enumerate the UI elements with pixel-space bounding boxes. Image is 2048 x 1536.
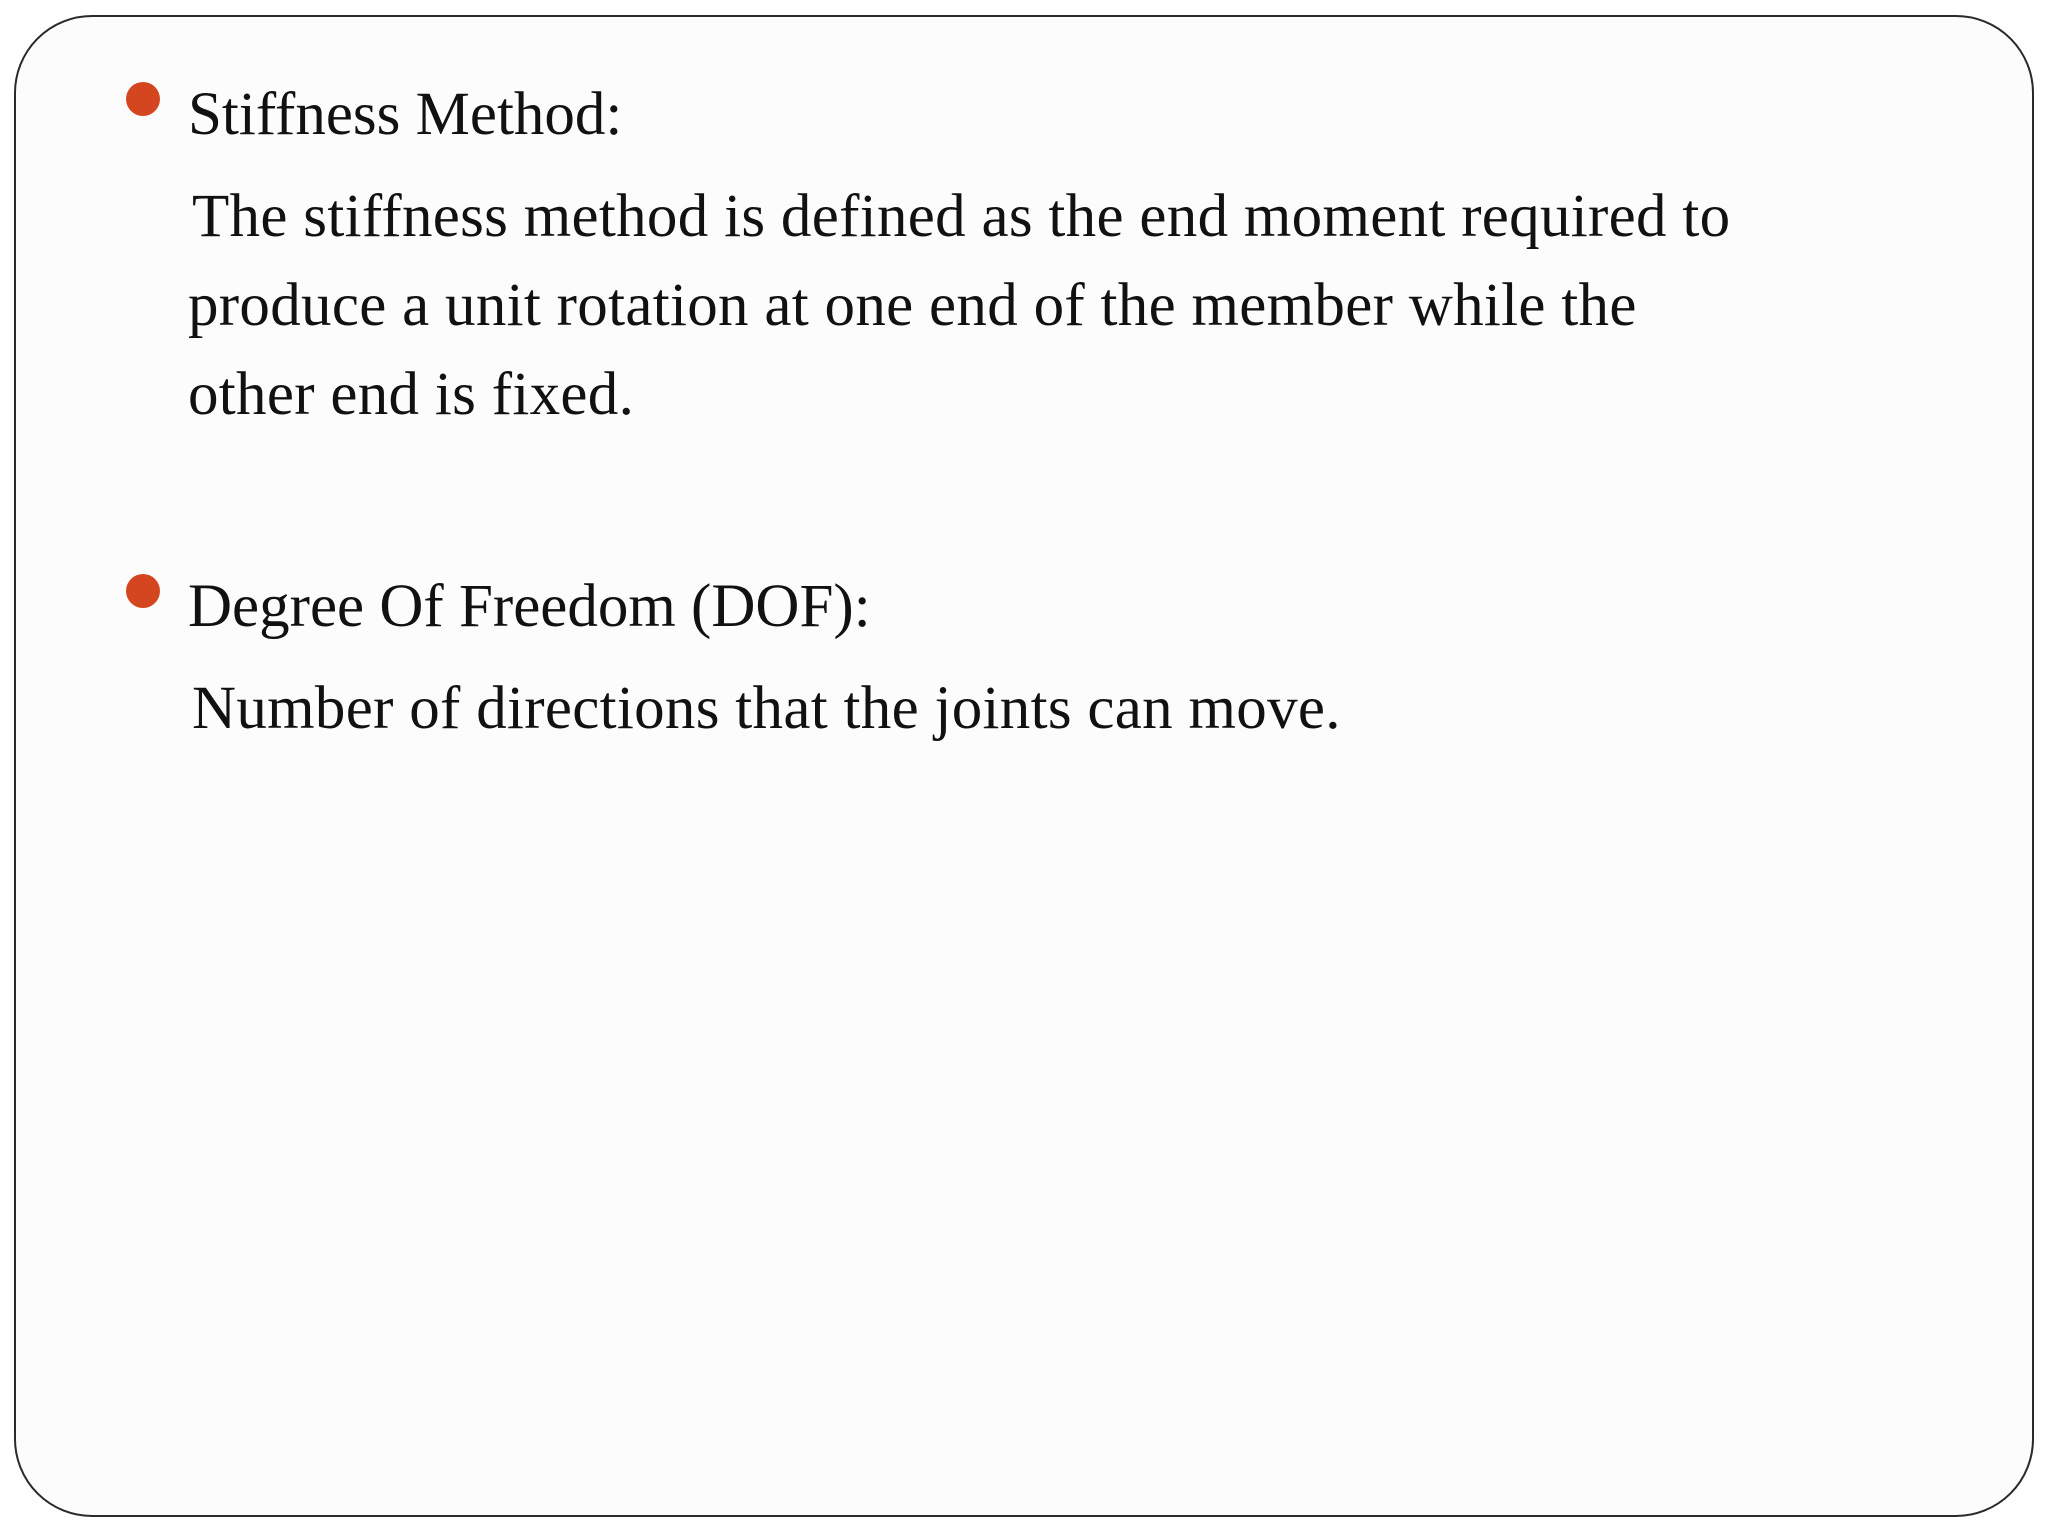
body-line: Number of directions that the joints can move.	[192, 675, 1341, 742]
section-heading-stiffness: Stiffness Method:	[188, 81, 623, 148]
body-line: produce a unit rotation at one end of the member while the	[188, 272, 1637, 339]
bullet-icon	[126, 574, 160, 608]
section-body-dof	[188, 664, 1341, 753]
section-body-stiffness	[188, 172, 1730, 439]
bullet-icon	[126, 82, 160, 116]
body-line: other end is fixed.	[188, 361, 635, 428]
section-heading-dof: Degree Of Freedom (DOF):	[188, 573, 871, 640]
body-line: The stiffness method is defined as the end moment required to	[192, 183, 1731, 250]
